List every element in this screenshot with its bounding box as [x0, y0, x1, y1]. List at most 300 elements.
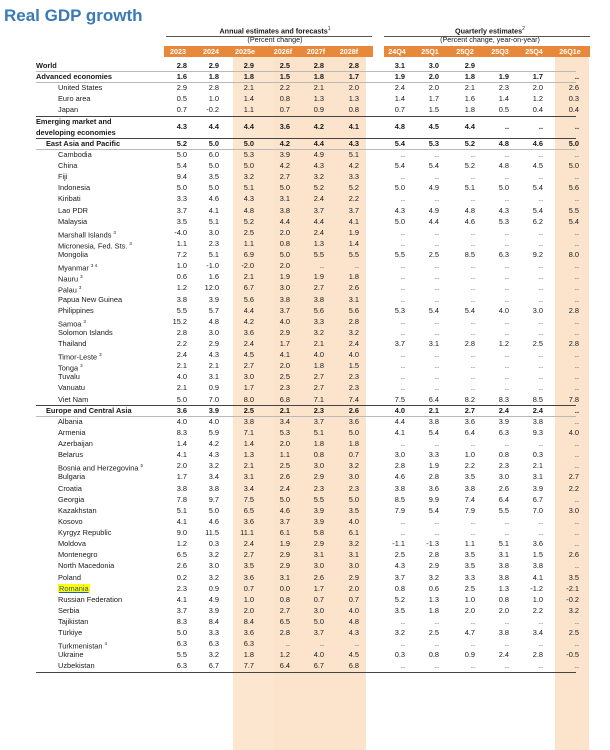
annual-value: 3.2: [348, 461, 359, 471]
annual-value: 2.3: [176, 583, 187, 593]
annual-value: 3.2: [348, 327, 359, 337]
quarterly-value: ..: [434, 316, 439, 326]
quarterly-value: 7.9: [394, 505, 405, 515]
row-label: [58, 616, 88, 627]
annual-value: 5.9: [208, 427, 219, 437]
annual-value: 3.0: [348, 561, 359, 571]
row-name: Tuvalu: [58, 372, 80, 382]
annual-value: 2.0: [348, 83, 359, 93]
annual-value: 6.0: [208, 149, 219, 159]
quarterly-value: 4.0: [498, 305, 509, 315]
quarterly-value: 5.2: [394, 594, 405, 604]
table-row: [0, 60, 610, 71]
annual-value: 8.3: [176, 617, 187, 626]
annual-value: 2.8: [313, 61, 324, 70]
quarterly-value: ..: [470, 261, 475, 271]
quarterly-value: 4.4: [464, 122, 475, 132]
row-name: Europe and Central Asia: [46, 405, 132, 415]
annual-value: 1.5: [348, 361, 359, 371]
quarterly-value: 4.3: [498, 205, 509, 215]
quarterly-value: 5.4: [428, 161, 439, 171]
quarterly-value: ..: [574, 528, 579, 538]
quarterly-value: ..: [400, 272, 405, 282]
annual-value: 2.9: [208, 339, 219, 348]
quarterly-value: 1.3: [498, 583, 509, 593]
annual-value: 0.9: [313, 105, 324, 115]
table-row: [0, 260, 610, 271]
table-row: [0, 249, 610, 260]
quarterly-value: ..: [574, 372, 579, 382]
annual-value: 4.1: [348, 216, 359, 226]
quarterly-value: 5.5: [394, 250, 405, 260]
annual-value: 2.1: [176, 383, 187, 393]
quarterly-value: 1.8: [428, 605, 439, 615]
table-row: [0, 193, 610, 204]
row-label: [46, 138, 120, 149]
annual-value: 5.5: [313, 494, 324, 504]
annual-value: 4.4: [208, 122, 219, 132]
quarterly-value: 2.2: [568, 483, 579, 493]
quarterly-value: 3.0: [568, 505, 579, 515]
row-name-line2: developing economies: [36, 127, 116, 137]
quarterly-value: 4.0: [568, 427, 579, 437]
row-label: [58, 583, 90, 594]
row-label: [58, 160, 77, 171]
annual-value: 3.2: [243, 172, 254, 182]
annual-value: 1.5: [279, 72, 290, 82]
annual-value: 5.2: [243, 216, 254, 226]
annual-value: 15.2: [172, 316, 187, 326]
annual-value: 0.8: [279, 238, 290, 248]
quarterly-value: 2.1: [532, 461, 543, 471]
annual-value: 2.0: [243, 605, 254, 615]
quarterly-value: 3.1: [498, 550, 509, 560]
annual-value: 9.0: [176, 528, 187, 538]
annual-value: 3.4: [243, 483, 254, 493]
annual-value: 1.0: [208, 94, 219, 104]
quarterly-value: 5.4: [428, 305, 439, 315]
annual-value: 3.9: [313, 516, 324, 526]
quarterly-value: ..: [434, 272, 439, 282]
annual-value: 3.2: [208, 572, 219, 582]
quarterly-value: 6.3: [498, 427, 509, 437]
quarterly-value: 3.9: [532, 483, 543, 493]
row-footnote: 5: [140, 463, 144, 469]
quarterly-value: ..: [434, 439, 439, 449]
quarterly-value: 5.4: [394, 138, 405, 148]
quarterly-value: 9.3: [532, 427, 543, 437]
quarterly-value: ..: [504, 122, 509, 132]
row-label: [36, 71, 112, 82]
row-label: [58, 371, 80, 382]
annual-value: 5.5: [176, 305, 187, 315]
row-footnote: 3: [80, 274, 83, 280]
row-footnote: 3: [99, 352, 102, 358]
annual-value: 1.6: [176, 72, 187, 82]
annual-value: 3.2: [208, 461, 219, 471]
annual-value: 6.8: [348, 661, 359, 671]
annual-value: 5.1: [176, 505, 187, 515]
table-row: [0, 238, 610, 249]
annual-value: 2.1: [243, 461, 254, 471]
quarterly-value: ..: [470, 149, 475, 159]
annual-value: 5.0: [243, 138, 254, 148]
annual-value: 2.7: [243, 550, 254, 560]
annual-value: 4.5: [243, 350, 254, 360]
row-label: [58, 182, 90, 193]
annual-value: 2.0: [279, 261, 290, 271]
annual-value: 3.8: [208, 483, 219, 493]
annual-value: 4.4: [243, 122, 254, 132]
year-header: 2023: [170, 47, 186, 56]
annual-value: 3.4: [208, 472, 219, 482]
quarterly-value: ..: [574, 416, 579, 426]
annual-value: 1.7: [313, 583, 324, 593]
quarterly-value: ..: [400, 361, 405, 371]
annual-value: 1.7: [243, 383, 254, 393]
quarterly-value: 4.8: [394, 122, 405, 132]
annual-value: 4.0: [348, 605, 359, 615]
quarterly-value: ..: [538, 372, 543, 382]
group-divider: [36, 405, 576, 406]
quarterly-value: 1.8: [464, 72, 475, 82]
quarterly-value: ..: [434, 516, 439, 526]
annual-value: 3.7: [279, 305, 290, 315]
quarterly-value: 1.6: [464, 94, 475, 104]
annual-value: 3.0: [313, 605, 324, 615]
row-label: [58, 171, 67, 182]
quarterly-value: 2.2: [464, 461, 475, 471]
row-name: Uzbekistan: [58, 661, 95, 671]
quarterly-value: 3.3: [428, 450, 439, 460]
annual-value: 11.1: [240, 528, 254, 538]
annual-value: 2.2: [176, 339, 187, 348]
annual-value: 4.0: [348, 516, 359, 526]
year-header: 2025e: [235, 47, 255, 56]
quarterly-value: 0.8: [498, 594, 509, 604]
table-row: [0, 416, 610, 427]
quarterly-value: ..: [574, 494, 579, 504]
annual-value: 5.0: [279, 494, 290, 504]
quarterly-value: 0.9: [464, 650, 475, 660]
quarterly-value: 7.9: [464, 505, 475, 515]
annual-value: 2.6: [176, 561, 187, 571]
annual-value: 11.5: [205, 528, 219, 538]
quarterly-value: 1.2: [532, 94, 543, 104]
quarterly-value: ..: [574, 405, 579, 415]
annual-value: 3.0: [208, 327, 219, 337]
quarterly-value: ..: [538, 238, 543, 248]
annual-value: 2.4: [243, 339, 254, 348]
row-label: [46, 405, 132, 416]
annual-value: 2.4: [313, 227, 324, 237]
annual-value: 4.3: [208, 450, 219, 460]
quarterly-header-rule: [384, 36, 590, 37]
annual-value: 4.8: [243, 205, 254, 215]
quarterly-value: 2.1: [428, 405, 439, 415]
quarterly-value: ..: [574, 149, 579, 159]
annual-value: 2.5: [243, 405, 254, 415]
annual-value: 7.8: [176, 494, 187, 504]
page-title: Real GDP growth: [4, 6, 143, 25]
quarterly-value: 3.8: [532, 416, 543, 426]
quarterly-value: ..: [574, 327, 579, 337]
quarter-header: 24Q4: [388, 47, 406, 56]
quarterly-value: 3.2: [394, 628, 405, 638]
table-row: [0, 583, 610, 594]
quarterly-value: ..: [470, 283, 475, 293]
annual-value: 3.7: [313, 416, 324, 426]
annual-value: 3.0: [279, 283, 290, 293]
row-name: Philippines: [58, 305, 94, 315]
annual-value: 2.7: [279, 605, 290, 615]
annual-value: 2.9: [279, 327, 290, 337]
quarterly-value: ..: [538, 528, 543, 538]
annual-value: -2.0: [241, 261, 254, 271]
quarterly-value: ..: [504, 639, 509, 649]
annual-value: 3.0: [348, 472, 359, 482]
quarterly-value: 5.6: [568, 183, 579, 193]
table-row: [0, 227, 610, 238]
quarterly-value: ..: [504, 283, 509, 293]
quarterly-value: 3.3: [464, 572, 475, 582]
quarterly-value: 4.7: [464, 628, 475, 638]
quarterly-value: 8.0: [568, 250, 579, 260]
quarterly-value: ..: [538, 272, 543, 282]
quarterly-value: ..: [434, 227, 439, 237]
quarterly-value: 6.7: [532, 494, 543, 504]
row-name: Turkmenistan: [58, 641, 103, 651]
annual-header-footnote: 1: [327, 26, 331, 32]
annual-value: 0.7: [176, 105, 187, 115]
table-row: [0, 427, 610, 438]
annual-value: 1.8: [313, 361, 324, 371]
quarterly-value: 7.4: [464, 494, 475, 504]
annual-value: 4.8: [208, 316, 219, 326]
quarterly-value: 0.3: [568, 94, 579, 104]
quarterly-value: ..: [470, 661, 475, 671]
quarterly-value: ..: [470, 316, 475, 326]
annual-value: 4.6: [208, 194, 219, 204]
row-footnote: 3: [113, 229, 116, 235]
annual-value: 5.1: [208, 216, 219, 226]
annual-value: ..: [354, 639, 359, 649]
quarterly-value: ..: [538, 194, 543, 204]
annual-value: 2.2: [279, 83, 290, 93]
quarterly-value: ..: [470, 439, 475, 449]
annual-value: 3.0: [208, 561, 219, 571]
row-label: [58, 538, 86, 549]
table-row: [0, 216, 610, 227]
annual-value: 4.9: [313, 149, 324, 159]
annual-value: 2.5: [279, 461, 290, 471]
quarterly-value: 3.5: [464, 561, 475, 571]
annual-value: 2.3: [313, 405, 324, 415]
quarterly-value: 5.3: [428, 138, 439, 148]
row-label: [58, 427, 86, 438]
annual-value: 2.9: [176, 83, 187, 93]
annual-value: 2.8: [348, 61, 359, 70]
row-label: [58, 82, 102, 93]
annual-value: 1.6: [208, 272, 219, 282]
quarterly-value: 2.4: [394, 83, 405, 93]
annual-value: 1.7: [348, 72, 359, 82]
row-name: Serbia: [58, 605, 80, 615]
annual-value: 4.0: [313, 650, 324, 660]
row-name: Kiribati: [58, 194, 81, 204]
annual-value: 2.3: [348, 383, 359, 393]
quarterly-value: ..: [470, 294, 475, 304]
annual-value: 6.7: [208, 661, 219, 671]
quarterly-value: 2.8: [568, 305, 579, 315]
quarterly-value: ..: [538, 227, 543, 237]
quarterly-header-footnote: 2: [522, 26, 525, 32]
quarterly-value: ..: [470, 327, 475, 337]
annual-value: 3.3: [208, 628, 219, 638]
row-name: Indonesia: [58, 183, 91, 193]
annual-value: 4.1: [348, 122, 359, 132]
year-header: 2026f: [273, 47, 293, 56]
quarterly-value: ..: [574, 261, 579, 271]
annual-value: 1.7: [279, 339, 290, 348]
row-name: Belarus: [58, 450, 84, 460]
annual-value: 2.1: [208, 361, 219, 371]
row-name: Ukraine: [58, 650, 84, 660]
annual-value: 4.0: [176, 416, 187, 426]
annual-value: 2.7: [279, 172, 290, 182]
annual-value: 2.1: [279, 405, 290, 415]
annual-value: 5.5: [348, 250, 359, 260]
quarter-header: 25Q1: [421, 47, 439, 56]
quarterly-value: 3.7: [394, 339, 405, 348]
row-name: Russian Federation: [58, 594, 123, 604]
quarterly-value: ..: [470, 528, 475, 538]
quarterly-value: 1.4: [394, 94, 405, 104]
annual-value: 0.7: [313, 594, 324, 604]
annual-value: 2.5: [279, 372, 290, 382]
annual-value: 1.2: [176, 283, 187, 293]
quarterly-value: 5.4: [568, 216, 579, 226]
quarterly-value: ..: [504, 149, 509, 159]
annual-value: 1.3: [348, 94, 359, 104]
annual-value: 2.1: [313, 339, 324, 348]
quarterly-value: 3.0: [394, 450, 405, 460]
quarterly-value: 9.9: [428, 494, 439, 504]
quarterly-value: ..: [504, 350, 509, 360]
row-name: Japan: [58, 105, 79, 115]
table-row: [0, 638, 610, 649]
quarterly-value: 1.0: [464, 450, 475, 460]
quarterly-value: ..: [504, 194, 509, 204]
annual-value: 4.2: [208, 439, 219, 449]
quarterly-value: ..: [538, 361, 543, 371]
quarterly-value: ..: [434, 661, 439, 671]
quarterly-value: ..: [400, 327, 405, 337]
annual-value: 7.1: [313, 394, 324, 404]
annual-value: 9.4: [176, 172, 187, 182]
annual-value: 2.5: [279, 61, 290, 70]
annual-value: 4.8: [348, 617, 359, 626]
row-name: Moldova: [58, 539, 86, 549]
quarterly-value: ..: [574, 316, 579, 326]
table-row: [0, 104, 610, 115]
annual-value: 5.0: [208, 161, 219, 171]
row-label: [58, 216, 87, 227]
row-name: Croatia: [58, 483, 82, 493]
quarterly-value: ..: [434, 372, 439, 382]
row-footnote: 3: [78, 285, 82, 291]
annual-value: 1.8: [208, 72, 219, 82]
annual-value: 1.3: [243, 450, 254, 460]
row-label: [58, 249, 88, 260]
quarterly-value: -1.3: [426, 539, 439, 549]
annual-value: 2.0: [176, 461, 187, 471]
quarterly-value: 5.4: [464, 305, 475, 315]
year-header: 2027f: [306, 47, 326, 56]
quarterly-value: ..: [504, 238, 509, 248]
quarterly-value: 4.5: [428, 122, 439, 132]
annual-value: 3.0: [208, 227, 219, 237]
annual-value: 5.3: [279, 427, 290, 437]
table-row: [0, 483, 610, 494]
annual-value: 3.7: [313, 628, 324, 638]
annual-value: 0.7: [348, 594, 359, 604]
annual-value: 3.2: [313, 172, 324, 182]
annual-value: 0.2: [176, 572, 187, 582]
annual-value: 2.7: [243, 361, 254, 371]
annual-value: 3.6: [243, 572, 254, 582]
row-name: Timor-Leste: [58, 352, 98, 362]
quarterly-value: ..: [400, 238, 405, 248]
quarterly-value: 1.4: [498, 94, 509, 104]
quarterly-value: 7.0: [532, 505, 543, 515]
quarterly-value: ..: [434, 172, 439, 182]
annual-value: 5.0: [176, 149, 187, 159]
quarterly-value: 4.0: [394, 405, 405, 415]
table-row: [0, 305, 610, 316]
annual-value: 0.8: [348, 105, 359, 115]
quarterly-value: 1.7: [532, 72, 543, 82]
row-label: [58, 394, 88, 405]
annual-value: 0.7: [243, 583, 254, 593]
quarterly-value: 2.8: [532, 650, 543, 660]
quarterly-value: 2.7: [464, 405, 475, 415]
quarterly-value: ..: [574, 361, 579, 371]
quarterly-value: ..: [434, 617, 439, 626]
annual-value: 3.2: [208, 650, 219, 660]
quarterly-value: ..: [538, 383, 543, 393]
annual-value: 3.5: [208, 172, 219, 182]
quarterly-value: ..: [538, 639, 543, 649]
quarterly-value: 1.9: [498, 72, 509, 82]
annual-value: 5.0: [313, 617, 324, 626]
annual-value: 12.0: [204, 283, 219, 293]
annual-value: 3.5: [243, 561, 254, 571]
quarterly-value: 9.2: [532, 250, 543, 260]
quarterly-value: 1.1: [464, 539, 475, 549]
annual-value: 5.0: [279, 183, 290, 193]
row-label: [58, 505, 97, 516]
quarterly-value: ..: [574, 461, 579, 471]
quarterly-value: ..: [504, 272, 509, 282]
annual-value: 3.8: [279, 205, 290, 215]
annual-value: 2.9: [243, 61, 254, 70]
quarterly-value: ..: [574, 639, 579, 649]
annual-value: 2.8: [348, 316, 359, 326]
table-row: [0, 394, 610, 405]
row-name: Bosnia and Herzegovina: [58, 463, 139, 473]
annual-value: 6.1: [279, 528, 290, 538]
